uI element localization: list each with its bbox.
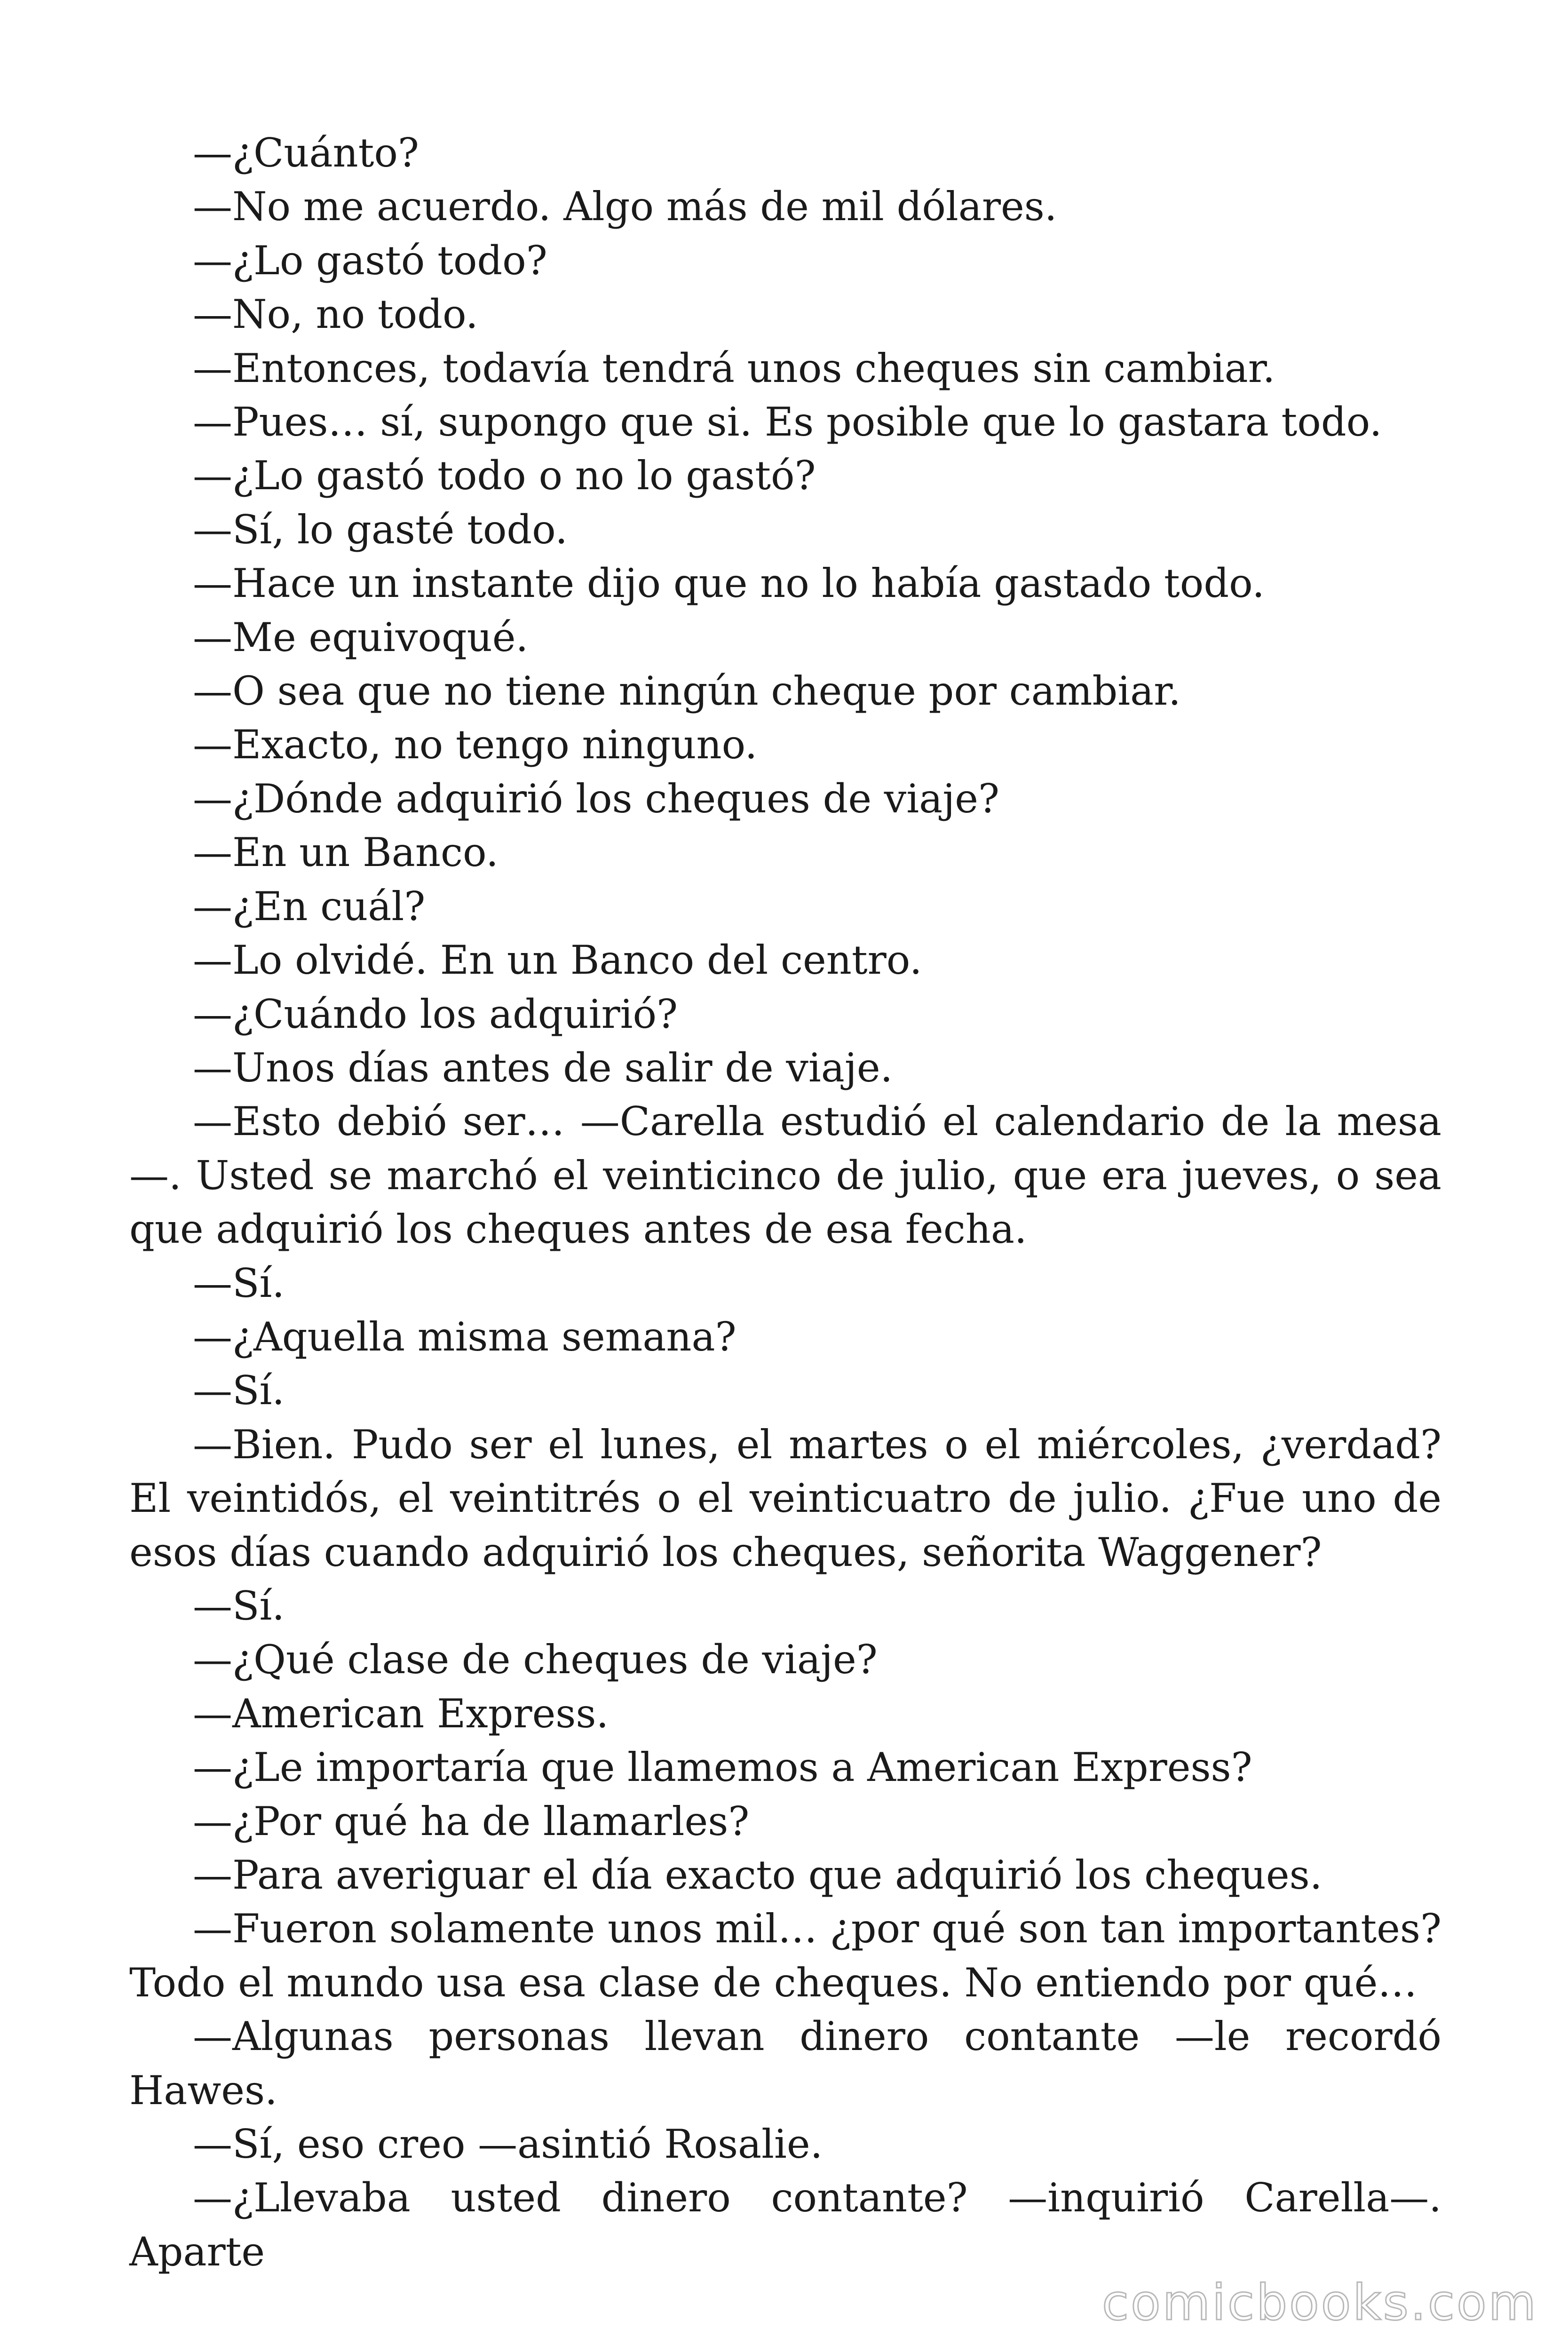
paragraph: —Lo olvidé. En un Banco del centro. <box>193 937 922 984</box>
page-text <box>129 126 1441 2279</box>
paragraph: —American Express. <box>193 1690 609 1737</box>
paragraph: —Me equivoqué. <box>193 614 529 660</box>
paragraph: —Hace un instante dijo que no lo había gastado todo. <box>193 560 1265 607</box>
paragraph: —¿Lo gastó todo o no lo gastó? <box>193 453 816 499</box>
paragraph: —¿Lo gastó todo? <box>193 237 547 284</box>
paragraph: —Bien. Pudo ser el lunes, el martes o el miércoles, ¿verdad? El veintidós, el veintitrés o el veinticuatro de julio. ¿Fue uno de esos días cuando adquirió los cheques, señorita Waggener? <box>129 1421 1441 1575</box>
paragraph: —¿Aquella misma semana? <box>193 1313 736 1360</box>
paragraph: —¿Llevaba usted dinero contante? —inquirió Carella—. Aparte <box>129 2175 1441 2275</box>
paragraph: —Sí. <box>193 1260 285 1306</box>
paragraph: —¿Qué clase de cheques de viaje? <box>193 1637 878 1683</box>
paragraph: —Fueron solamente unos mil… ¿por qué son tan importantes? Todo el mundo usa esa clase de cheques. No entiendo por qué… <box>129 1906 1441 2006</box>
paragraph: —¿Dónde adquirió los cheques de viaje? <box>193 775 999 822</box>
paragraph: —Para averiguar el día exacto que adquirió los cheques. <box>193 1852 1323 1898</box>
paragraph: —En un Banco. <box>193 829 499 876</box>
paragraph: —O sea que no tiene ningún cheque por cambiar. <box>193 668 1181 715</box>
watermark-logo: comicbooks.com <box>1101 2274 1538 2331</box>
paragraph: —¿Cuánto? <box>193 130 419 176</box>
paragraph: —Entonces, todavía tendrá unos cheques sin cambiar. <box>193 345 1275 391</box>
paragraph: —Sí, lo gasté todo. <box>193 506 568 553</box>
paragraph: —¿Le importaría que llamemos a American Express? <box>193 1744 1252 1791</box>
paragraph: —No, no todo. <box>193 291 478 338</box>
paragraph: —Exacto, no tengo ninguno. <box>193 722 758 768</box>
paragraph: —Sí. <box>193 1367 285 1414</box>
paragraph: —¿En cuál? <box>193 883 426 930</box>
paragraph: —Unos días antes de salir de viaje. <box>193 1044 893 1091</box>
paragraph: —Sí, eso creo —asintió Rosalie. <box>193 2121 823 2168</box>
paragraph: —Pues… sí, supongo que si. Es posible que lo gastara todo. <box>193 399 1382 445</box>
paragraph: —Algunas personas llevan dinero contante —le recordó Hawes. <box>129 2013 1441 2114</box>
paragraph: —Esto debió ser… —Carella estudió el calendario de la mesa—. Usted se marchó el veinticinco de julio, que era jueves, o sea que adquirió los cheques antes de esa fecha. <box>129 1098 1441 1253</box>
paragraph: —¿Por qué ha de llamarles? <box>193 1798 750 1844</box>
paragraph: —Sí. <box>193 1582 285 1629</box>
paragraph: —No me acuerdo. Algo más de mil dólares. <box>193 183 1057 230</box>
paragraph: —¿Cuándo los adquirió? <box>193 991 678 1037</box>
